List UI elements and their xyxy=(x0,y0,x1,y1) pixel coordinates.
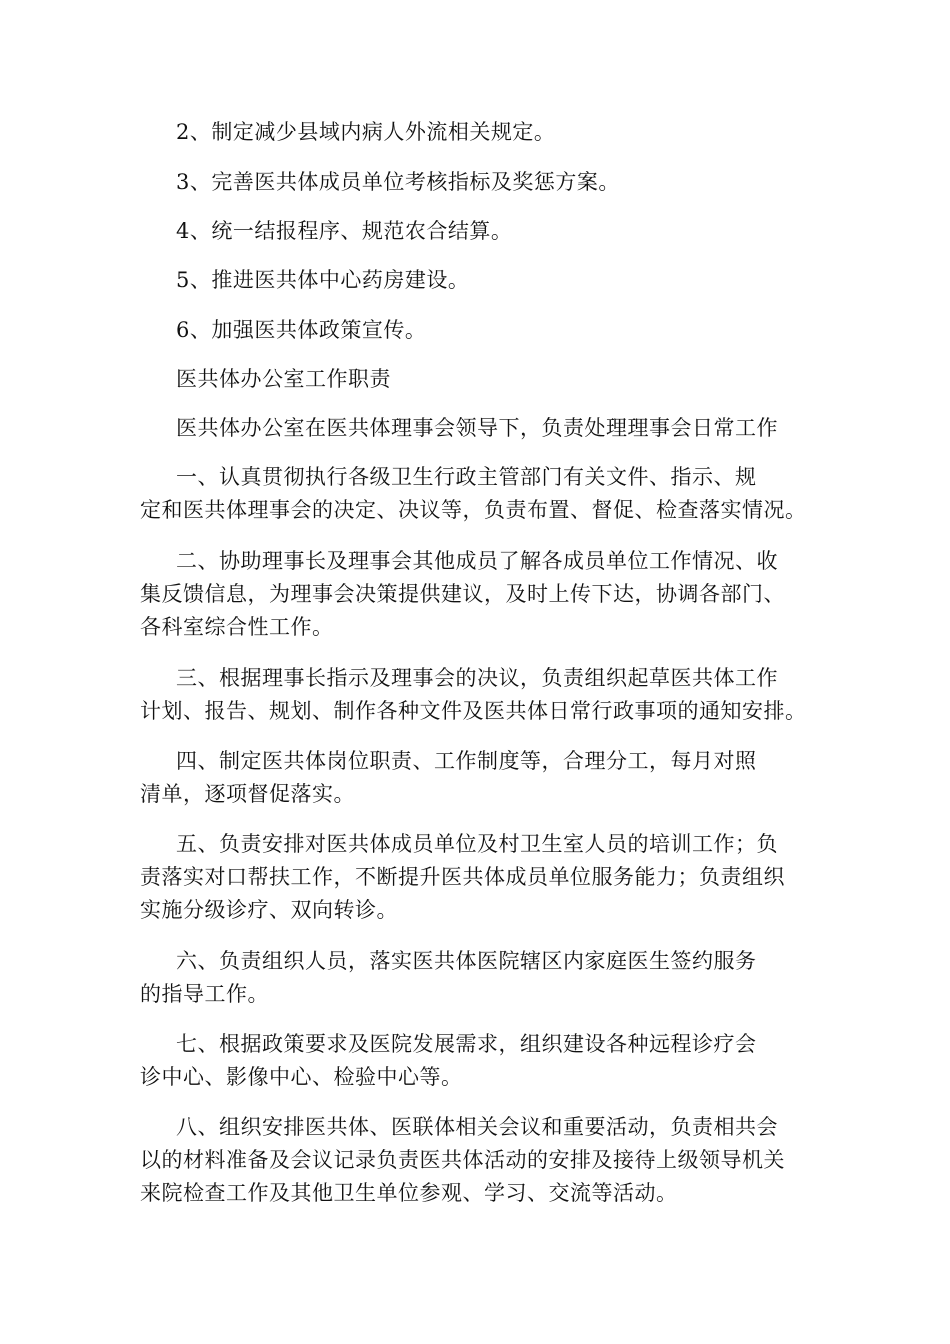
paragraph-line: 五、负责安排对医共体成员单位及村卫生室人员的培训工作；负 xyxy=(176,832,778,856)
list-item: 2、制定减少县域内病人外流相关规定。 xyxy=(176,120,556,144)
paragraph-line: 七、根据政策要求及医院发展需求，组织建设各种远程诊疗会 xyxy=(176,1032,757,1056)
paragraph-line: 四、制定医共体岗位职责、工作制度等，合理分工，每月对照 xyxy=(176,749,757,773)
paragraph-line: 二、协助理事长及理事会其他成员了解各成员单位工作情况、收 xyxy=(176,549,778,573)
paragraph-line: 计划、报告、规划、制作各种文件及医共体日常行政事项的通知安排。 xyxy=(140,699,807,723)
section-title: 医共体办公室工作职责 xyxy=(176,367,391,391)
duty-paragraph-5 xyxy=(140,828,840,927)
paragraph-line: 八、组织安排医共体、医联体相关会议和重要活动，负责相共会 xyxy=(176,1115,778,1139)
paragraph-line: 来院检查工作及其他卫生单位参观、学习、交流等活动。 xyxy=(140,1181,678,1205)
duty-paragraph-1 xyxy=(140,461,840,527)
paragraph-line: 一、认真贯彻执行各级卫生行政主管部门有关文件、指示、规 xyxy=(176,465,757,489)
duty-paragraph-8 xyxy=(140,1111,840,1210)
duty-paragraph-3 xyxy=(140,662,840,728)
paragraph-line: 实施分级诊疗、双向转诊。 xyxy=(140,898,398,922)
duty-paragraph-7 xyxy=(140,1028,840,1094)
list-item: 4、统一结报程序、规范农合结算。 xyxy=(176,219,513,243)
duty-paragraph-6 xyxy=(140,945,840,1011)
paragraph-line: 清单，逐项督促落实。 xyxy=(140,782,355,806)
duty-paragraph-2 xyxy=(140,545,840,644)
paragraph-line: 诊中心、影像中心、检验中心等。 xyxy=(140,1065,463,1089)
paragraph-line: 三、根据理事长指示及理事会的决议，负责组织起草医共体工作 xyxy=(176,666,778,690)
intro-paragraph: 医共体办公室在医共体理事会领导下，负责处理理事会日常工作 xyxy=(176,416,778,440)
paragraph-line: 定和医共体理事会的决定、决议等，负责布置、督促、检查落实情况。 xyxy=(140,498,807,522)
list-item: 3、完善医共体成员单位考核指标及奖惩方案。 xyxy=(176,170,620,194)
paragraph-line: 责落实对口帮扶工作，不断提升医共体成员单位服务能力；负责组织 xyxy=(140,865,785,889)
paragraph-line: 各科室综合性工作。 xyxy=(140,615,334,639)
list-item: 6、加强医共体政策宣传。 xyxy=(176,318,427,342)
paragraph-line: 以的材料准备及会议记录负责医共体活动的安排及接待上级领导机关 xyxy=(140,1148,785,1172)
paragraph-line: 六、负责组织人员，落实医共体医院辖区内家庭医生签约服务 xyxy=(176,949,757,973)
list-item: 5、推进医共体中心药房建设。 xyxy=(176,268,470,292)
paragraph-line: 的指导工作。 xyxy=(140,982,269,1006)
duty-paragraph-4 xyxy=(140,745,840,811)
paragraph-line: 集反馈信息，为理事会决策提供建议，及时上传下达，协调各部门、 xyxy=(140,582,785,606)
